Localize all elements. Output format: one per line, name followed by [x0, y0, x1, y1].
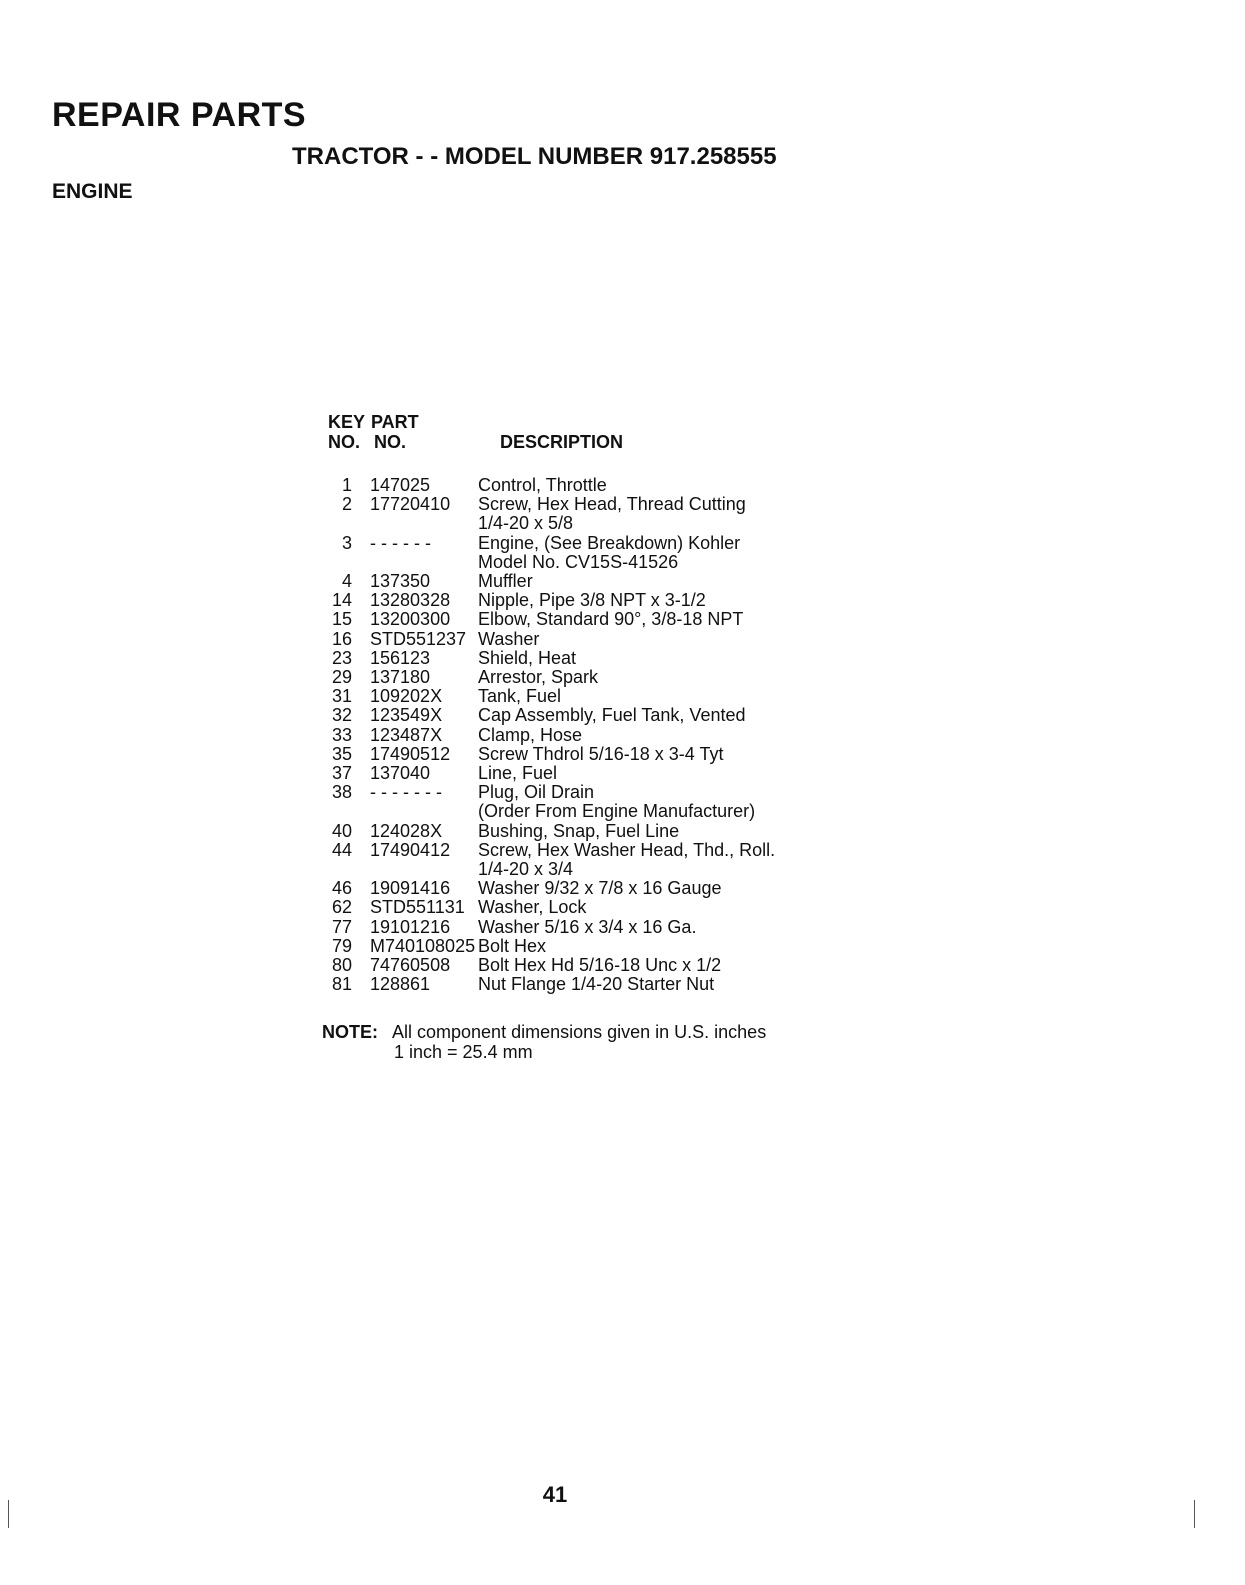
key-no: 37: [331, 763, 352, 784]
key-no: 1: [341, 475, 352, 495]
table-row: [326, 745, 886, 764]
key-no: 23: [331, 647, 352, 668]
part-no: 19091416: [370, 878, 451, 899]
key-no: 3: [341, 532, 352, 553]
part-description: Elbow, Standard 90°, 3/8-18 NPT: [478, 609, 744, 630]
table-row: [326, 726, 886, 745]
part-description: Shield, Heat: [478, 647, 577, 668]
key-no: 14: [331, 590, 352, 611]
part-description: Washer 9/32 x 7/8 x 16 Gauge: [478, 878, 722, 899]
part-description: Cap Assembly, Fuel Tank, Vented: [478, 705, 746, 726]
key-no: 2: [341, 494, 352, 515]
part-no: 137180: [370, 667, 431, 688]
model-title: TRACTOR - - MODEL NUMBER 917.258555: [292, 143, 777, 170]
table-row: [326, 687, 886, 706]
part-no: 17490412: [370, 839, 451, 860]
part-no: 123487X: [370, 724, 443, 745]
part-no: 137350: [370, 571, 431, 592]
part-description: Nut Flange 1/4-20 Starter Nut: [478, 974, 715, 995]
part-description: Screw Thdrol 5/16-18 x 3-4 Tyt: [478, 743, 724, 764]
key-no: 77: [331, 916, 352, 937]
table-row: [326, 918, 886, 937]
part-no: 124028X: [370, 820, 443, 841]
part-no: 128861: [370, 974, 431, 995]
note-label: NOTE:: [322, 1022, 378, 1042]
table-row: [326, 975, 886, 994]
key-no-header-line1: KEY: [328, 412, 366, 432]
parts-table-header: [326, 410, 886, 472]
part-no: 17490512: [370, 743, 451, 764]
description-header: DESCRIPTION: [500, 432, 624, 452]
table-row: [326, 764, 886, 783]
part-description: Screw, Hex Head, Thread Cutting 1/4-20 x 5/8: [478, 494, 746, 534]
table-row: [326, 649, 886, 668]
part-no: STD551131: [370, 897, 465, 918]
part-description: Engine, (See Breakdown) Kohler Model No. CV15S-41526: [478, 532, 741, 572]
part-no: STD551237: [370, 628, 467, 649]
parts-table: [326, 410, 886, 994]
key-no: 46: [331, 878, 352, 899]
table-row: [326, 879, 886, 898]
key-no: 81: [331, 974, 352, 995]
key-no: 16: [331, 628, 352, 649]
part-no: 147025: [370, 475, 431, 495]
note: [322, 1022, 766, 1062]
key-no: 33: [331, 724, 352, 745]
key-no: 79: [331, 935, 352, 956]
part-no: M740108025: [370, 935, 476, 956]
part-description: Muffler: [478, 571, 533, 592]
table-row: [326, 706, 886, 725]
part-no: 137040: [370, 763, 431, 784]
note-line1: All component dimensions given in U.S. inches: [392, 1022, 767, 1042]
part-no: - - - - - - -: [370, 782, 442, 803]
table-row: [326, 591, 886, 610]
part-no: - - - - - -: [370, 532, 431, 553]
parts-table-body: [326, 476, 886, 994]
part-description: Washer: [478, 628, 540, 649]
part-description: Arrestor, Spark: [478, 667, 599, 688]
note-line2: 1 inch = 25.4 mm: [394, 1042, 533, 1062]
table-row: [326, 476, 886, 495]
table-row: [326, 783, 886, 821]
part-description: Washer 5/16 x 3/4 x 16 Ga.: [478, 916, 697, 937]
part-no: 19101216: [370, 916, 451, 937]
key-no-header-line2: NO.: [328, 432, 361, 452]
part-no: 156123: [370, 647, 431, 668]
part-no: 17720410: [370, 494, 451, 515]
key-no: 80: [331, 955, 352, 976]
part-description: Tank, Fuel: [478, 686, 562, 707]
part-no: 123549X: [370, 705, 443, 726]
scan-edge-mark-left: [8, 1500, 9, 1528]
part-description: Bolt Hex: [478, 935, 547, 956]
table-row: [326, 841, 886, 879]
page-number: 41: [542, 1482, 568, 1507]
key-no: 31: [331, 686, 352, 707]
part-description: Bolt Hex Hd 5/16-18 Unc x 1/2: [478, 955, 722, 976]
part-no-header-line2: NO.: [374, 432, 407, 452]
table-row: [326, 668, 886, 687]
part-no: 13280328: [370, 590, 451, 611]
table-row: [326, 495, 886, 533]
key-no: 29: [331, 667, 352, 688]
key-no: 38: [331, 782, 352, 803]
part-description: Plug, Oil Drain (Order From Engine Manufacturer): [478, 782, 756, 822]
part-description: Bushing, Snap, Fuel Line: [478, 820, 680, 841]
table-row: [326, 610, 886, 629]
part-no-header-line1: PART: [371, 412, 419, 432]
key-no: 4: [341, 571, 352, 592]
part-description: Control, Throttle: [478, 475, 607, 495]
key-no: 40: [331, 820, 352, 841]
part-description: Clamp, Hose: [478, 724, 583, 745]
table-row: [326, 630, 886, 649]
part-description: Washer, Lock: [478, 897, 587, 918]
key-no: 32: [331, 705, 352, 726]
part-description: Nipple, Pipe 3/8 NPT x 3-1/2: [478, 590, 706, 611]
table-row: [326, 898, 886, 917]
table-row: [326, 937, 886, 956]
key-no: 35: [331, 743, 352, 764]
part-no: 109202X: [370, 686, 443, 707]
key-no: 62: [331, 897, 352, 918]
section-title: ENGINE: [52, 180, 133, 203]
part-no: 13200300: [370, 609, 451, 630]
table-row: [326, 572, 886, 591]
part-no: 74760508: [370, 955, 451, 976]
part-description: Line, Fuel: [478, 763, 558, 784]
part-description: Screw, Hex Washer Head, Thd., Roll. 1/4-20 x 3/4: [478, 839, 776, 880]
table-row: [326, 822, 886, 841]
key-no: 44: [331, 839, 352, 860]
page-title: REPAIR PARTS: [52, 96, 307, 134]
table-row: [326, 534, 886, 572]
key-no: 15: [331, 609, 352, 630]
scan-edge-mark-right: [1194, 1500, 1195, 1528]
table-row: [326, 956, 886, 975]
